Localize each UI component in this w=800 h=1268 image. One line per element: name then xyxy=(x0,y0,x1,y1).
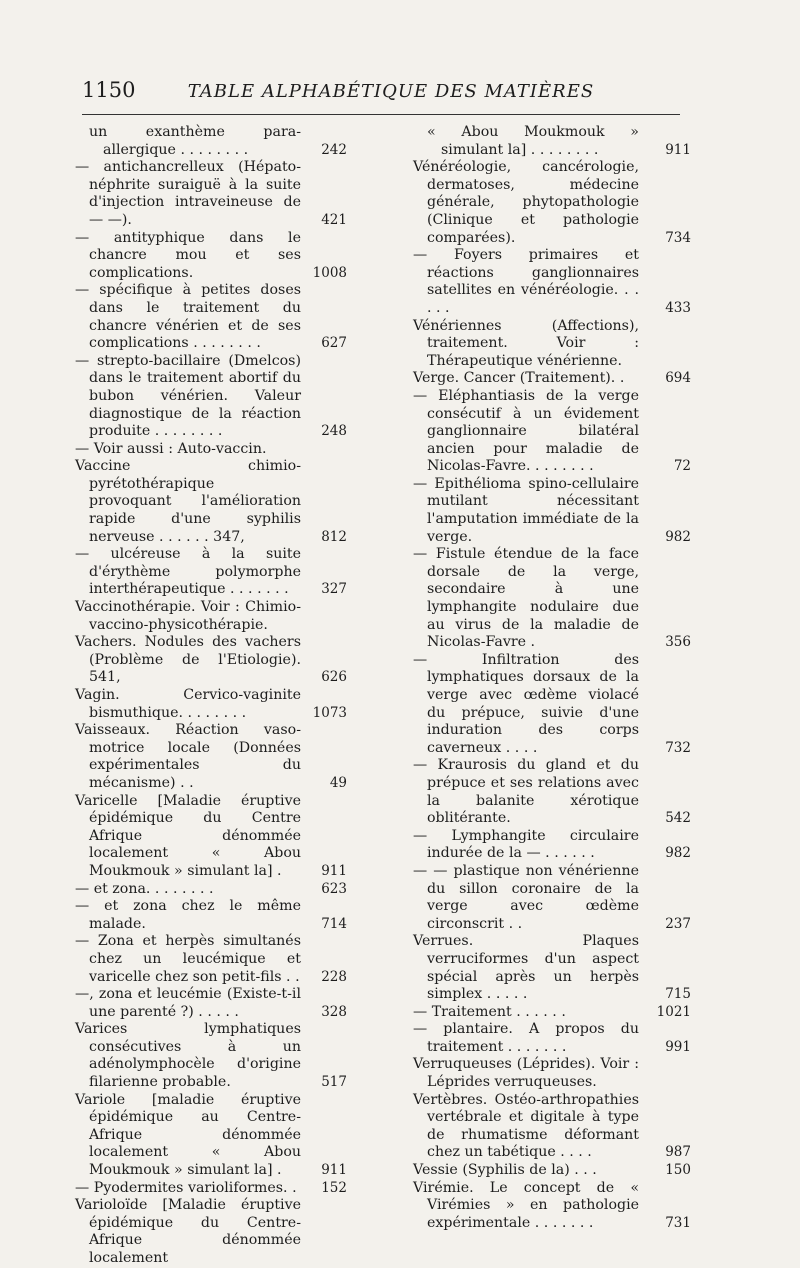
entry-text: Vénéréologie, cancérologie, dermatoses, médecine générale, phytopathologie (Clinique et pathologie comparées). xyxy=(413,159,639,246)
entry-page-number: 248 xyxy=(321,423,347,440)
index-entry xyxy=(75,458,347,546)
index-entry xyxy=(75,229,347,283)
entry-text: Varicelle [Maladie éruptive épidémique du Centre Afrique dénommée localement « Abou Moukmouk » simulant la] . xyxy=(75,792,301,879)
entry-page-number: 328 xyxy=(321,1003,347,1020)
index-entry xyxy=(75,546,347,599)
entry-text: — — plastique non vénérienne du sillon coronaire de la verge avec œdème circonscrit . . xyxy=(413,862,639,932)
entry-text: — Infiltration des lymphatiques dorsaux de la verge avec œdème violacé du prépuce, suivie d'une induration des corps caverneux . . . . xyxy=(413,651,639,756)
entry-text: Vertèbres. Ostéo-arthropathies vertébrale et digitale à type de rhumatisme déformant chez un tabétique . . . . xyxy=(413,1091,639,1161)
entry-text: Varioloïde [Maladie éruptive épidémique du Centre-Afrique dénommée localement xyxy=(75,1197,301,1266)
index-entry xyxy=(413,1021,691,1056)
entry-text: Vaccine chimio-pyrétothérapique provoquant l'amélioration rapide d'une syphilis nerveuse . . . . . . 347, xyxy=(75,458,301,545)
entry-text: « Abou Moukmouk » simulant la] . . . . . . . . xyxy=(427,124,639,158)
index-entry xyxy=(413,475,691,546)
entry-text: — plantaire. A propos du traitement . . . . . . . xyxy=(413,1021,639,1055)
entry-page-number: 812 xyxy=(321,528,347,545)
entry-text: — spécifique à petites doses dans le traitement du chancre vénérien et de ses complications . . . . . . . . xyxy=(75,282,301,352)
index-entry xyxy=(413,1056,675,1091)
entry-page-number: 982 xyxy=(665,528,691,545)
entry-page-number: 72 xyxy=(673,458,691,475)
index-entry xyxy=(75,1197,337,1267)
entry-page-number: 517 xyxy=(321,1074,347,1091)
entry-text: un exanthème para-allergique . . . . . . . . xyxy=(89,124,301,158)
entry-text: Vaccinothérapie. Voir : Chimio-vaccino-physicothérapie. xyxy=(75,599,301,633)
index-entry xyxy=(75,1021,347,1091)
entry-page-number: 1008 xyxy=(312,264,347,281)
entry-text: — Foyers primaires et réactions ganglionnaires satellites en vénéréologie. . . . . . xyxy=(413,247,639,316)
entry-page-number: 623 xyxy=(321,880,347,897)
index-entry xyxy=(413,247,691,317)
index-entry xyxy=(75,898,347,933)
entry-text: — Pyodermites varioliformes. . xyxy=(75,1179,297,1196)
entry-text: — antityphique dans le chancre mou et ses complications. xyxy=(75,229,301,281)
entry-page-number: 627 xyxy=(321,335,347,352)
index-entry xyxy=(413,318,675,371)
index-entry xyxy=(75,352,347,441)
entry-page-number: 1021 xyxy=(656,1003,691,1020)
entry-page-number: 714 xyxy=(321,915,347,932)
entry-text: Verrues. Plaques verruciformes d'un aspect spécial après un herpès simplex . . . . . xyxy=(413,933,639,1003)
right-column xyxy=(413,124,691,1232)
index-entry xyxy=(413,546,691,652)
entry-page-number: 356 xyxy=(665,634,691,651)
index-entry xyxy=(413,370,691,388)
entry-text: Verge. Cancer (Traitement). . xyxy=(413,370,625,387)
index-entry xyxy=(413,862,691,933)
index-entry xyxy=(413,933,691,1003)
index-entry xyxy=(75,441,337,459)
index-entry xyxy=(75,792,347,881)
entry-text: — Zona et herpès simultanés chez un leucémique et varicelle chez son petit-fils . . xyxy=(75,933,301,985)
entry-text: — Traitement . . . . . . xyxy=(413,1003,566,1020)
entry-text: — Lymphangite circulaire indurée de la — . . . . . . xyxy=(413,827,639,862)
entry-text: Vaisseaux. Réaction vaso-motrice locale (Données expérimentales du mécanisme) . . xyxy=(75,722,301,791)
entry-text: — ulcéreuse à la suite d'érythème polymorphe interthérapeutique . . . . . . . xyxy=(75,546,301,598)
entry-page-number: 982 xyxy=(665,845,691,862)
index-entry xyxy=(75,282,347,352)
entry-page-number: 732 xyxy=(665,739,691,756)
entry-text: Virémie. Le concept de « Virémies » en pathologie expérimentale . . . . . . . xyxy=(413,1179,639,1231)
entry-page-number: 734 xyxy=(665,229,691,246)
index-entry xyxy=(413,757,691,827)
entry-text: — strepto-bacillaire (Dmelcos) dans le traitement abortif du bubon vénérien. Valeur diagnostique de la réaction produite . . . . . . . . xyxy=(75,352,301,440)
entry-text: —, zona et leucémie (Existe-t-il une parenté ?) . . . . . xyxy=(75,986,301,1020)
index-entry xyxy=(75,933,347,986)
entry-page-number: 433 xyxy=(665,299,691,316)
index-entry xyxy=(75,159,347,229)
entry-text: — antichancrelleux (Hépato-néphrite suraiguë à la suite d'injection intraveineuse de — —). xyxy=(75,159,301,228)
index-entry xyxy=(413,159,691,247)
entry-text: — Voir aussi : Auto-vaccin. xyxy=(75,440,267,457)
page-header xyxy=(82,78,680,102)
index-entry xyxy=(413,1179,691,1233)
entry-page-number: 715 xyxy=(665,986,691,1003)
entry-page-number: 991 xyxy=(665,1038,691,1055)
entry-text: Varices lymphatiques consécutives à un adénolymphocèle d'origine filarienne probable. xyxy=(75,1021,301,1091)
entry-page-number: 911 xyxy=(321,1162,347,1179)
entry-page-number: 237 xyxy=(665,915,691,932)
entry-page-number: 150 xyxy=(665,1162,691,1179)
entry-page-number: 327 xyxy=(321,581,347,598)
entry-text: — Epithélioma spino-cellulaire mutilant nécessitant l'amputation immédiate de la verge. xyxy=(413,475,639,545)
index-entry xyxy=(75,687,347,722)
entry-text: — et zona. . . . . . . . xyxy=(75,880,214,897)
entry-page-number: 911 xyxy=(321,862,347,879)
entry-text: — Kraurosis du gland et du prépuce et ses relations avec la balanite xérotique oblitérante. xyxy=(413,757,639,827)
index-entry xyxy=(75,1091,347,1180)
entry-text: Verruqueuses (Léprides). Voir : Léprides verruqueuses. xyxy=(413,1056,639,1091)
entry-text: — Eléphantiasis de la verge consécutif à un évidement ganglionnaire bilatéral ancien pour maladie de Nicolas-Favre. . . . . . . . xyxy=(413,387,639,475)
page-number: 1150 xyxy=(82,78,136,102)
index-entry xyxy=(75,634,347,687)
entry-page-number: 542 xyxy=(665,810,691,827)
index-entry xyxy=(75,986,347,1021)
entry-page-number: 694 xyxy=(665,370,691,387)
entry-text: Variole [maladie éruptive épidémique au Centre-Afrique dénommée localement « Abou Moukmouk » simulant la] . xyxy=(75,1091,301,1179)
page-title: TABLE ALPHABÉTIQUE DES MATIÈRES xyxy=(187,81,595,102)
entry-page-number: 152 xyxy=(321,1179,347,1196)
entry-page-number: 911 xyxy=(665,141,691,158)
entry-page-number: 242 xyxy=(321,141,347,158)
index-entry xyxy=(413,1162,691,1180)
index-entry xyxy=(75,1179,347,1198)
entry-page-number: 421 xyxy=(321,211,347,228)
index-entry xyxy=(413,124,691,159)
index-entry xyxy=(75,880,347,899)
entry-text: Vagin. Cervico-vaginite bismuthique. . . . . . . . xyxy=(75,687,301,721)
entry-page-number: 49 xyxy=(329,774,347,791)
index-entry xyxy=(75,124,347,159)
index-entry xyxy=(75,722,347,792)
entry-page-number: 228 xyxy=(321,968,347,985)
entry-text: Vessie (Syphilis de la) . . . xyxy=(413,1162,597,1179)
entry-page-number: 1073 xyxy=(312,704,347,721)
entry-text: — et zona chez le même malade. xyxy=(75,898,301,932)
entry-text: Vénériennes (Affections), traitement. Voir : Thérapeutique vénérienne. xyxy=(413,317,639,369)
index-entry xyxy=(75,599,337,634)
index-entry xyxy=(413,1091,691,1162)
entry-page-number: 731 xyxy=(665,1214,691,1231)
entry-page-number: 626 xyxy=(321,669,347,686)
index-entry xyxy=(413,827,691,863)
entry-text: Vachers. Nodules des vachers (Problème de l'Etiologie). 541, xyxy=(75,634,301,686)
entry-text: — Fistule étendue de la face dorsale de la verge, secondaire à une lymphangite nodulaire due au virus de la maladie de Nicolas-Favre . xyxy=(413,546,639,651)
left-column xyxy=(75,124,347,1268)
entry-page-number: 987 xyxy=(665,1144,691,1161)
index-entry xyxy=(413,651,691,758)
header-rule xyxy=(82,114,680,115)
index-entry xyxy=(413,1003,691,1022)
index-entry xyxy=(413,387,691,476)
